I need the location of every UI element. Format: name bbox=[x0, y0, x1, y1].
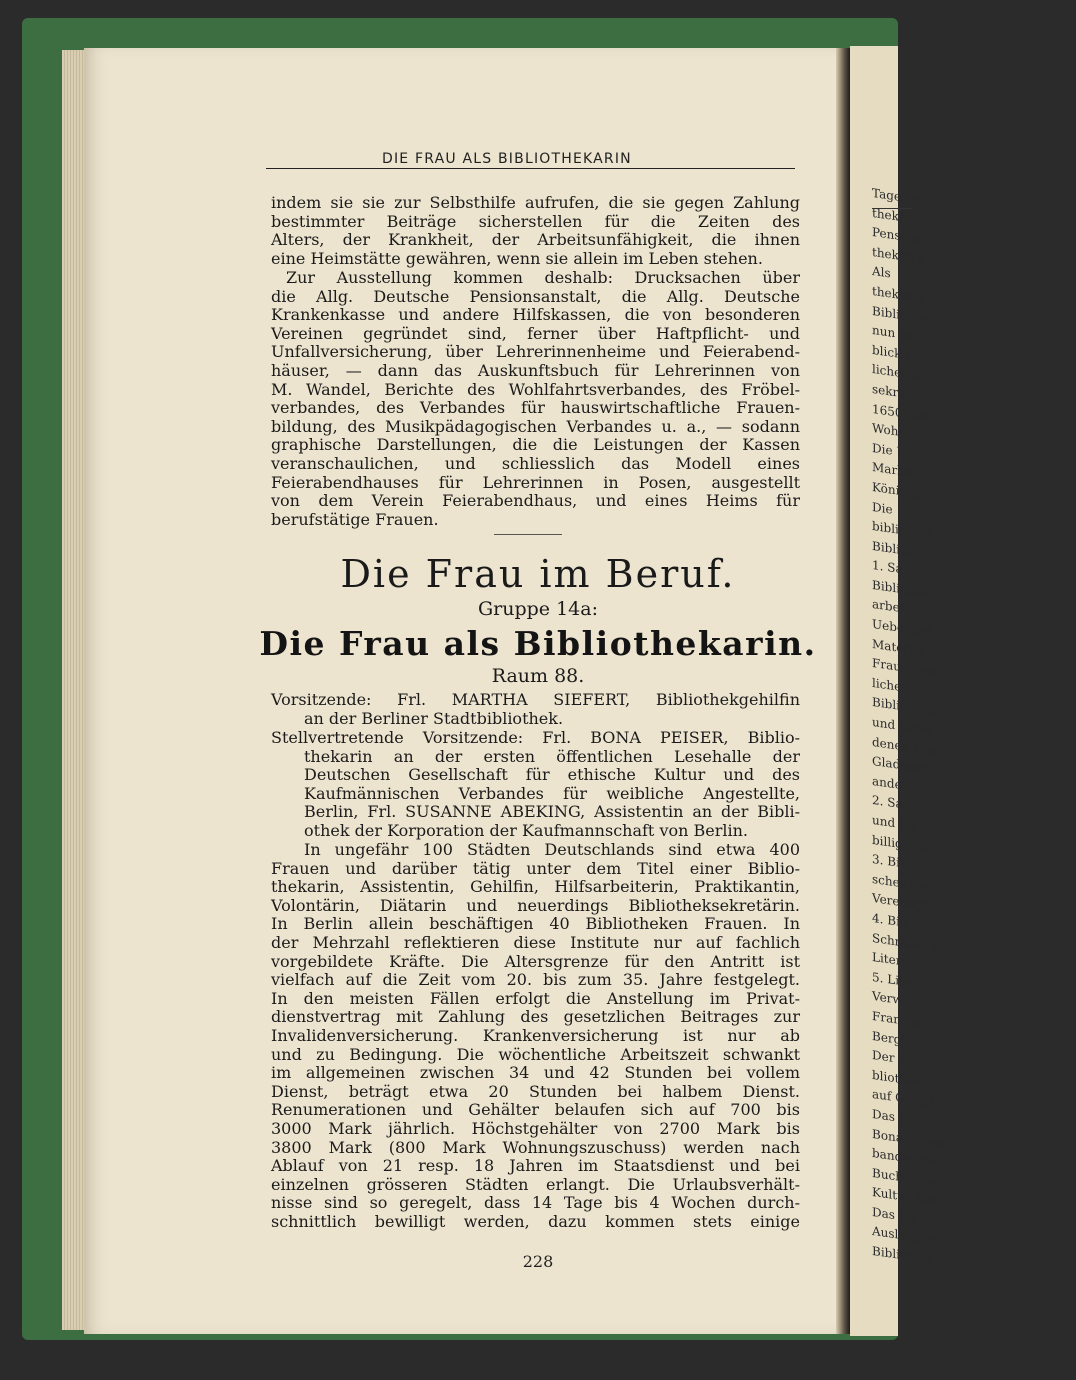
text-line: In den meisten Fällen erfolgt die Anstellung im Privat- bbox=[271, 988, 800, 1008]
facing-page-fragment: scher Fra bbox=[872, 871, 931, 894]
facing-page-fragment: 3. Bib bbox=[872, 852, 908, 872]
facing-page-fragment: Bibliothek bbox=[872, 1243, 935, 1267]
text-line: indem sie sie zur Selbsthilfe aufrufen, die sie gegen Zahlung bbox=[271, 193, 800, 212]
facing-page-fragment: Pension bbox=[872, 225, 920, 246]
facing-page-fragment: Tage Di bbox=[872, 185, 919, 207]
facing-page-fragment: Bibliotheks bbox=[872, 695, 941, 719]
facing-page-fragment: Francke, bbox=[872, 1008, 926, 1031]
facing-page-fragment: 1650 Mar bbox=[872, 401, 932, 424]
facing-page-fragment: Die bbox=[872, 499, 893, 517]
facing-page-fragment: Königsb bbox=[872, 479, 921, 501]
facing-page-fragment: sekretäri bbox=[872, 381, 927, 404]
facing-page-fragment: Literatur, bbox=[872, 950, 930, 973]
text-line: Volontärin, Diätarin und neuerdings Bibliotheksekretärin. bbox=[271, 895, 800, 915]
facing-page-fragment: Bibliothe bbox=[872, 303, 927, 326]
text-line: an der Berliner Stadtbibliothek. bbox=[304, 708, 564, 728]
group-title: Die Frau als Bibliothekarin. bbox=[259, 624, 817, 663]
facing-page-fragment: Uebersich bbox=[872, 616, 935, 640]
section-heading: Die Frau im Beruf. bbox=[340, 552, 736, 596]
facing-page-fragment: Das Ka bbox=[872, 1204, 915, 1225]
separator-line bbox=[494, 534, 562, 535]
facing-page-fragment: nun ents bbox=[872, 323, 925, 345]
text-line: In ungefähr 100 Städten Deutschlands sind etwa 400 bbox=[304, 840, 800, 859]
text-line: häuser, — dann das Auskunftsbuch für Lehrerinnen von bbox=[271, 361, 800, 380]
text-line: veranschaulichen, und schliesslich das Modell eines bbox=[271, 454, 800, 473]
facing-page-fragment: bibliothek bbox=[872, 518, 934, 542]
facing-page-fragment: bliothek bbox=[872, 1067, 922, 1089]
facing-page-fragment: 1. Sa bbox=[872, 558, 903, 577]
text-line: dienstvertrag mit Zahlung des gesetzlichen Beitrages zur bbox=[271, 1007, 800, 1027]
text-line: verbandes, des Verbandes für hauswirtschaftliche Frauen- bbox=[271, 398, 800, 418]
facing-page-fragment: Bibliothek bbox=[872, 538, 935, 562]
facing-page-fragment: Schriften z bbox=[872, 930, 939, 954]
text-line: vielfach auf die Zeit vom 20. bis zum 35. Jahre festgelegt. bbox=[271, 970, 800, 990]
facing-page-fragment: Bergisch-Gl bbox=[872, 1028, 944, 1053]
text-line: einzelnen grösseren Städten erlangt. Die Urlaubsverhält- bbox=[271, 1174, 800, 1194]
text-line: bestimmter Beiträge sicherstellen für die Zeiten des bbox=[271, 211, 800, 231]
text-line: thekarin, Assistentin, Gehilfin, Hilfsarbeiterin, Praktikantin, bbox=[271, 877, 800, 897]
text-line: Berlin, Frl. SUSANNE ABEKING, Assistentin an der Bibli- bbox=[304, 802, 800, 822]
facing-page-fragment: und Geha bbox=[872, 714, 931, 738]
facing-page-fragment: Material bbox=[872, 636, 924, 658]
text-line: Alters, der Krankheit, der Arbeitsunfähigkeit, die ihnen bbox=[271, 230, 800, 250]
text-line: 3800 Mark (800 Mark Wohnungszuschuss) werden nach bbox=[271, 1137, 800, 1157]
room-label: Raum 88. bbox=[491, 665, 585, 687]
page-number: 228 bbox=[522, 1252, 554, 1271]
text-line: Vorsitzende: Frl. MARTHA SIEFERT, Bibliothekgehilfin bbox=[271, 690, 800, 709]
facing-page-fragment: Bibliothek bbox=[872, 577, 935, 601]
text-line: Zur Ausstellung kommen deshalb: Drucksachen über bbox=[286, 268, 800, 287]
facing-page-fragment: Marburg bbox=[872, 460, 927, 482]
text-line: berufstätige Frauen. bbox=[271, 509, 439, 529]
facing-page-fragment: Wohnun bbox=[872, 421, 922, 442]
text-line: im allgemeinen zwischen 34 und 42 Stunden bei vollem bbox=[271, 1063, 800, 1083]
facing-page-fragment: Verwendun bbox=[872, 989, 941, 1013]
text-line: Ablauf von 21 resp. 18 Jahren im Staatsdienst und bei bbox=[271, 1156, 800, 1176]
facing-page-fragment: billigen A bbox=[872, 832, 931, 855]
facing-page-fragment: arbeit vo bbox=[872, 597, 927, 619]
facing-page-fragment: Der A bbox=[872, 1048, 907, 1067]
facing-page-fragment: Ausland-Pu bbox=[872, 1224, 941, 1249]
text-line: die Allg. Deutsche Pensionsanstalt, die Allg. Deutsche bbox=[271, 286, 800, 306]
text-line: und zu Bedingung. Die wöchentliche Arbeitszeit schwankt bbox=[271, 1044, 800, 1064]
text-line: Deutschen Gesellschaft für ethische Kultur und des bbox=[304, 765, 800, 785]
text-line: bildung, des Musikpädagogischen Verbandes u. a., — sodann bbox=[271, 416, 800, 436]
text-line: der Mehrzahl reflektieren diese Institute nur auf fachlich bbox=[271, 933, 800, 952]
facing-page-fragment: Als bbox=[872, 264, 891, 281]
facing-page-fragment: lichen K bbox=[872, 362, 922, 384]
text-line: thekarin an der ersten öffentlichen Lesehalle der bbox=[304, 746, 800, 766]
text-line: Unfallversicherung, über Lehrerinnenheime und Feierabend- bbox=[271, 342, 800, 362]
running-header: DIE FRAU ALS BIBLIOTHEKARIN bbox=[382, 151, 632, 167]
facing-page-fragment: denen Fra bbox=[872, 734, 935, 758]
facing-page bbox=[850, 46, 945, 1336]
text-line: Kaufmännischen Verbandes für weibliche Angestellte, bbox=[304, 783, 800, 803]
facing-page-fragment: Kultur, Ber bbox=[872, 1185, 939, 1209]
text-line: nisse sind so geregelt, dass 14 Tage bis 4 Wochen durch- bbox=[271, 1193, 800, 1213]
facing-page-fragment: Frauen ge bbox=[872, 656, 935, 679]
text-line: schnittlich bewilligt werden, dazu kommen stets einige bbox=[271, 1212, 800, 1231]
text-line: Invalidenversicherung. Krankenversicherung ist nur ab bbox=[271, 1026, 800, 1045]
text-line: M. Wandel, Berichte des Wohlfahrtsverbandes, des Fröbel- bbox=[271, 379, 800, 399]
facing-page-fragment: theken bbox=[872, 205, 914, 226]
facing-page-fragment: Vereinigun bbox=[872, 891, 939, 915]
text-line: Vereinen gegründet sind, ferner über Haftpflicht- und bbox=[271, 323, 800, 343]
facing-page-fragment: 2. Sa bbox=[872, 793, 903, 812]
text-line: othek der Korporation der Kaufmannschaft von Berlin. bbox=[304, 821, 748, 840]
text-line: graphische Darstellungen, die die Leistungen der Kassen bbox=[271, 435, 800, 455]
text-line: Feierabendhauses für Lehrerinnen in Posen, ausgestellt bbox=[271, 472, 800, 492]
facing-page-fragment: Gladbach, bbox=[872, 754, 934, 777]
facing-page-text bbox=[872, 185, 945, 1267]
facing-page-fragment: bandes für bbox=[872, 1145, 938, 1170]
text-line: Krankenkasse und andere Hilfskassen, die von besonderen bbox=[271, 305, 800, 325]
text-line: Frauen und darüber tätig unter dem Titel einer Biblio- bbox=[271, 858, 800, 878]
facing-page-fragment: liche Bi bbox=[872, 675, 918, 697]
facing-page-fragment: 5. Lite bbox=[872, 969, 911, 990]
facing-page-fragment: Buch Lese bbox=[872, 1165, 936, 1189]
text-line: Renumerationen und Gehälter belaufen sich auf 700 bis bbox=[271, 1100, 800, 1120]
facing-page-fragment: Die Ur bbox=[872, 440, 913, 461]
facing-page-fragment: Das S bbox=[872, 1106, 907, 1126]
facing-page-fragment: Bona Peiser bbox=[872, 1126, 945, 1151]
facing-page-fragment: auf Grund bbox=[872, 1087, 934, 1110]
text-line: Dienst, beträgt etwa 20 Stunden bei halbem Dienst. bbox=[271, 1081, 800, 1101]
text-line: von dem Verein Feierabendhaus, und eines Heims für bbox=[271, 491, 800, 511]
page-edges bbox=[62, 50, 84, 1330]
facing-page-fragment: andere). bbox=[872, 773, 923, 795]
book-gutter bbox=[836, 48, 850, 1334]
text-line: Stellvertretende Vorsitzende: Frl. BONA PEISER, Biblio- bbox=[271, 728, 800, 747]
text-line: vorgebildete Kräfte. Die Altersgrenze für den Antritt ist bbox=[271, 951, 800, 971]
text-line: In Berlin allein beschäftigen 40 Bibliotheken Frauen. In bbox=[271, 914, 800, 934]
facing-page-fragment: 4. Bib bbox=[872, 910, 908, 930]
facing-page-fragment: theken e bbox=[872, 244, 925, 267]
header-rule bbox=[266, 168, 795, 169]
facing-page-fragment: theksekr bbox=[872, 283, 926, 306]
text-line: eine Heimstätte gewähren, wenn sie allein im Leben stehen. bbox=[271, 248, 763, 268]
group-label: Gruppe 14a: bbox=[477, 598, 598, 620]
facing-page-fragment: und für d bbox=[872, 812, 929, 835]
text-line: 3000 Mark jährlich. Höchstgehälter von 2700 Mark bis bbox=[271, 1119, 800, 1138]
facing-page-fragment: blick au bbox=[872, 342, 921, 364]
